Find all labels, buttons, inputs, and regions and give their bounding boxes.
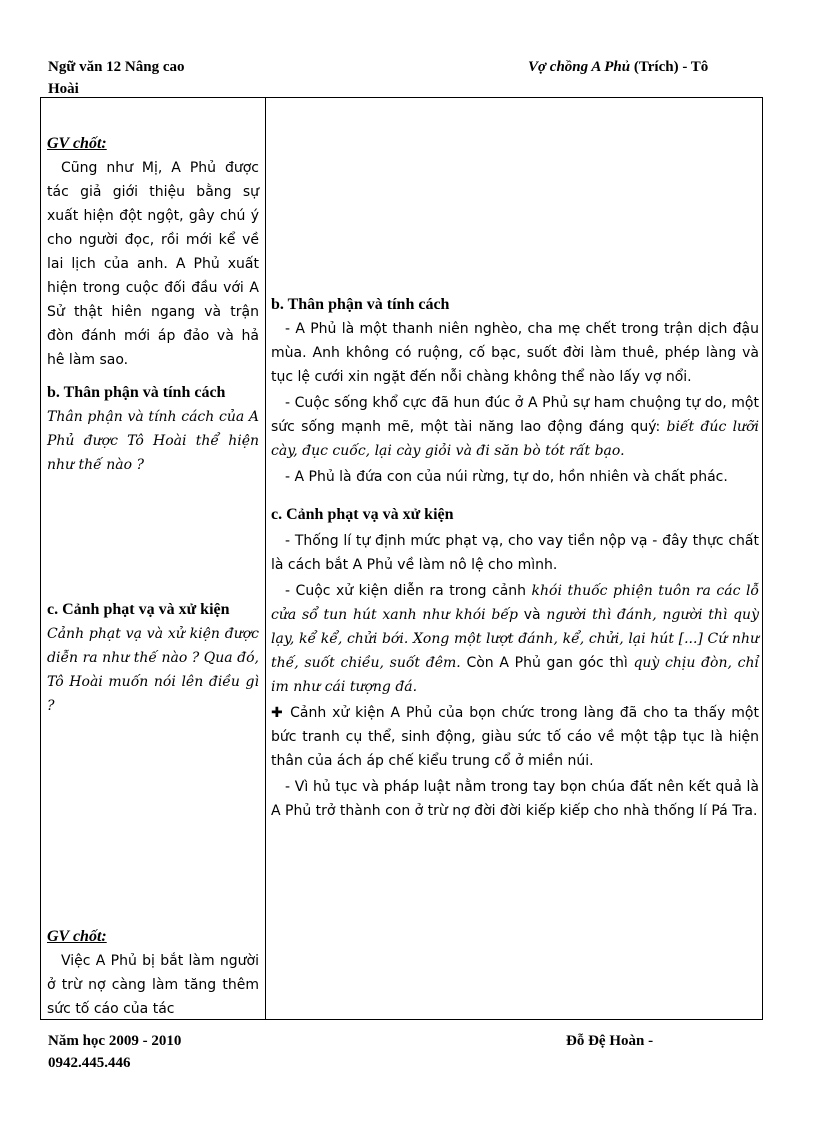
section-b-heading: b. Thân phận và tính cách xyxy=(271,296,450,313)
section-c-heading: c. Cảnh phạt vạ và xử kiện xyxy=(271,506,454,523)
emphasis: người thì đánh, người thì quỳ lạy, kể kể, chửi bới. Xong một lượt đánh, kể, chửi, lại hút [...] Cứ như thế, suốt chiều, suốt đêm. xyxy=(271,607,759,671)
paragraph: - A Phủ là đứa con của núi rừng, tự do, hồn nhiên và chất phác. xyxy=(285,469,728,485)
text-run: - Cuộc sống khổ cực đã hun đúc ở A Phủ sự ham chuộng tự do, một sức sống mạnh mẽ, một tài năng lao động đáng quý: xyxy=(271,395,759,435)
gv-label: GV chốt: xyxy=(47,135,107,152)
gv-label: GV chốt: xyxy=(47,928,107,945)
header-work-title xyxy=(528,56,708,78)
footer-author: Đỗ Đệ Hoàn - xyxy=(566,1033,654,1049)
gv-conclusion-2 xyxy=(47,925,259,1021)
right-section-b xyxy=(271,293,759,489)
paragraph xyxy=(271,391,759,463)
emphasis: quỳ chịu đòn, chỉ im như cái tượng đá. xyxy=(271,655,759,695)
gv-conclusion-1 xyxy=(47,132,259,372)
header-subject: Ngữ văn 12 Nâng cao xyxy=(48,59,185,75)
text-run: Cảnh xử kiện A Phủ của bọn chức trong làng đã cho ta thấy một bức tranh cụ thể, sinh động, giàu sức tố cáo về một tập tục là hiện thân của ách áp chế kiểu trung cổ ở miền núi. xyxy=(271,705,759,769)
footer-school-year: Năm học 2009 - 2010 xyxy=(48,1033,182,1049)
left-section-c xyxy=(47,598,259,718)
lesson-table xyxy=(40,97,763,1020)
paragraph: - A Phủ là một thanh niên nghèo, cha mẹ chết trong trận dịch đậu mùa. Anh không có ruộng, cố bạc, suốt đời làm thuê, phép làng và tục lệ cưới xin ngặt đến nỗi chàng không thể nào lấy vợ nổi. xyxy=(271,321,759,385)
gv-conclusion-text: Việc A Phủ bị bắt làm người ở trừ nợ càng làm tăng thêm sức tố cáo của tác xyxy=(47,953,259,1017)
right-section-c xyxy=(271,503,759,823)
footer-phone: 0942.445.446 xyxy=(48,1055,131,1071)
work-subtitle: (Trích) - Tô xyxy=(630,59,709,75)
paragraph: - Thống lí tự định mức phạt vạ, cho vay tiền nộp vạ - đây thực chất là cách bắt A Phủ về làm nô lệ cho mình. xyxy=(271,533,759,573)
left-section-b xyxy=(47,381,259,477)
emphasis: biết đúc lưỡi cày, đục cuốc, lại cày giỏi và đi săn bò tót rất bạo. xyxy=(271,419,759,459)
section-b-heading: b. Thân phận và tính cách xyxy=(47,384,226,401)
paragraph xyxy=(271,701,759,773)
cross-bullet-icon: ✚ xyxy=(271,705,285,721)
paragraph xyxy=(271,579,759,699)
emphasis: khói thuốc phiện tuôn ra các lỗ cửa sổ tun hút xanh như khói bếp xyxy=(271,583,759,623)
section-b-question: Thân phận và tính cách của A Phủ được Tô Hoài thể hiện như thế nào ? xyxy=(47,409,259,473)
text-run: - Cuộc xử kiện diễn ra trong cảnh xyxy=(285,583,532,599)
section-c-heading: c. Cảnh phạt vạ và xử kiện xyxy=(47,601,230,618)
column-divider xyxy=(265,98,266,1019)
section-c-question: Cảnh phạt vạ và xử kiện được diễn ra như thế nào ? Qua đó, Tô Hoài muốn nói lên điều gì ? xyxy=(47,626,259,714)
header-author-cont: Hoài xyxy=(48,81,79,97)
text-run: Còn A Phủ gan góc thì xyxy=(460,655,634,671)
work-title: Vợ chồng A Phủ xyxy=(528,59,631,75)
paragraph: - Vì hủ tục và pháp luật nằm trong tay bọn chúa đất nên kết quả là A Phủ trở thành con ở trừ nợ đời đời kiếp kiếp cho nhà thống lí Pá Tra. xyxy=(271,779,759,819)
gv-conclusion-text: Cũng như Mị, A Phủ được tác giả giới thiệu bằng sự xuất hiện đột ngột, gây chú ý cho người đọc, rồi mới kể về lai lịch của anh. A Phủ xuất hiện trong cuộc đối đầu với A Sử thật hiên ngang và trận đòn đánh mới áp đảo và hả hê làm sao. xyxy=(47,160,259,368)
text-run: và xyxy=(517,607,547,623)
